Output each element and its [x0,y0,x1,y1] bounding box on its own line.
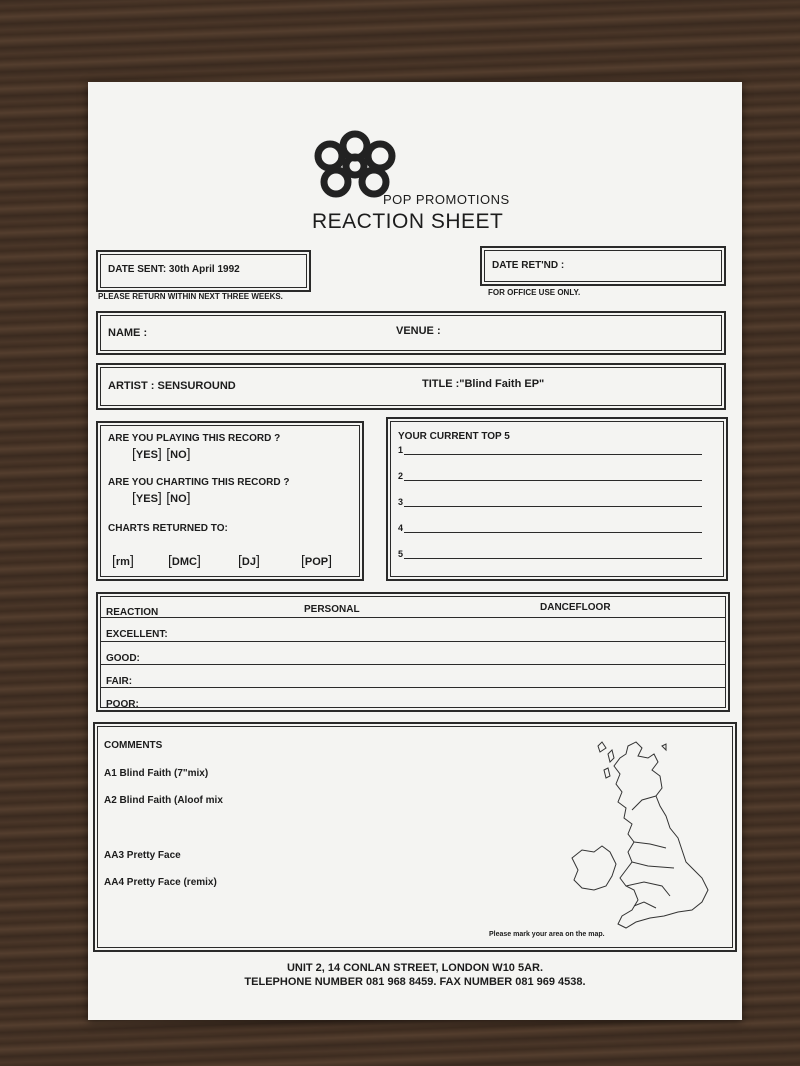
top5-num-2: 2 [398,471,404,481]
top5-line-5[interactable] [404,558,702,559]
footer-address: UNIT 2, 14 CONLAN STREET, LONDON W10 5AR. [286,962,544,974]
top5-num-4: 4 [398,523,404,533]
reaction-divider-2 [100,664,726,665]
reaction-sheet [88,82,742,1020]
reaction-label: REACTION [106,607,159,618]
record-title: TITLE :"Blind Faith EP" [422,378,545,390]
top5-line-2[interactable] [404,480,702,481]
top5-num-5: 5 [398,549,404,559]
artist-label: ARTIST : SENSUROUND [108,380,236,392]
charts-returned-label: CHARTS RETURNED TO: [108,523,228,534]
playing-question: ARE YOU PLAYING THIS RECORD ? [108,433,281,444]
reaction-box [96,592,730,712]
top5-line-1[interactable] [404,454,702,455]
charting-no[interactable]: [ NO ] [166,493,190,505]
uk-map-icon[interactable] [570,740,720,934]
reaction-good[interactable]: GOOD: [106,653,140,664]
date-sent-label: DATE SENT: 30th April 1992 [108,264,240,275]
reaction-divider-3 [100,687,726,688]
personal-label: PERSONAL [304,604,360,615]
chart-option-pop[interactable]: [ POP ] [301,552,332,568]
reaction-divider-1 [100,641,726,642]
track-a1: A1 Blind Faith (7"mix) [104,768,209,779]
top5-label: YOUR CURRENT TOP 5 [398,431,510,442]
name-label: NAME : [108,327,148,339]
charting-options [132,489,191,507]
reaction-divider-0 [100,617,726,618]
top5-line-3[interactable] [404,506,702,507]
reaction-excellent[interactable]: EXCELLENT: [106,629,168,640]
venue-label: VENUE : [396,325,441,337]
track-a2: A2 Blind Faith (Aloof mix [104,795,223,806]
date-returned-label: DATE RET'ND : [492,260,565,271]
return-note: PLEASE RETURN WITHIN NEXT THREE WEEKS. [98,292,283,301]
page-title: REACTION SHEET [312,210,504,233]
top5-num-1: 1 [398,445,404,455]
footer-phone: TELEPHONE NUMBER 081 968 8459. FAX NUMBER 081 969 4538. [244,976,586,988]
map-note: Please mark your area on the map. [489,931,605,938]
dancefloor-label: DANCEFLOOR [540,602,611,613]
playing-options [132,445,191,463]
top5-num-3: 3 [398,497,404,507]
chart-option-dj[interactable]: [ DJ ] [238,552,260,568]
top5-line-4[interactable] [404,532,702,533]
chart-option-rm[interactable]: [ rm ] [112,552,134,568]
brand-name: POP PROMOTIONS [383,192,510,207]
comments-label: COMMENTS [104,740,163,751]
reaction-fair[interactable]: FAIR: [106,676,133,687]
charting-question: ARE YOU CHARTING THIS RECORD ? [108,477,290,488]
charting-yes[interactable]: [ YES ] [132,493,162,505]
office-use-note: FOR OFFICE USE ONLY. [488,288,581,297]
track-aa4: AA4 Pretty Face (remix) [104,877,217,888]
reaction-poor[interactable]: POOR: [106,699,139,710]
playing-yes[interactable]: [ YES ] [132,449,162,461]
track-aa3: AA3 Pretty Face [104,850,181,861]
playing-no[interactable]: [ NO ] [166,449,190,461]
chart-option-dmc[interactable]: [ DMC ] [168,552,201,568]
